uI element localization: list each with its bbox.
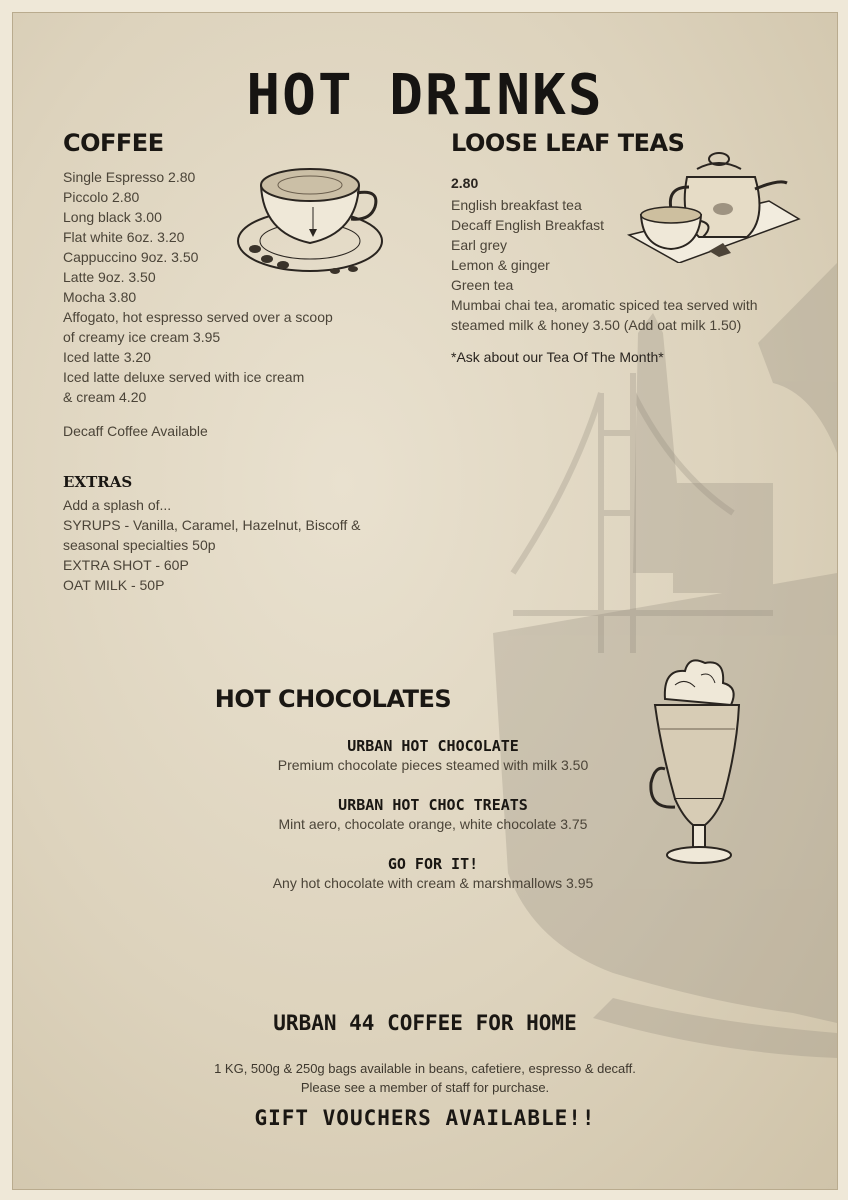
list-item: of creamy ice cream 3.95 (63, 329, 221, 345)
list-item: Single Espresso 2.80 (63, 169, 196, 185)
coffee-for-home-heading: URBAN 44 COFFEE FOR HOME (273, 1011, 577, 1035)
list-item: Mocha 3.80 (63, 289, 137, 305)
hot-chocolate-item (213, 796, 653, 832)
coffee-for-home-text (13, 1059, 837, 1097)
hot-chocolate-item (213, 737, 653, 773)
item-description: Any hot chocolate with cream & marshmallows 3.95 (272, 875, 594, 891)
decaf-note: Decaff Coffee Available (63, 423, 208, 439)
list-item: SYRUPS - Vanilla, Caramel, Hazelnut, Biscoff & (63, 517, 361, 533)
list-item: Decaff English Breakfast (451, 217, 605, 233)
list-item: seasonal specialties 50p (63, 537, 216, 553)
list-item: English breakfast tea (451, 197, 582, 213)
extras-heading: EXTRAS (63, 473, 133, 491)
list-item: Add a splash of... (63, 497, 172, 513)
page-title: HOT DRINKS (246, 63, 604, 128)
list-item: Cappuccino 9oz. 3.50 (63, 249, 199, 265)
list-item: Piccolo 2.80 (63, 189, 140, 205)
item-name: GO FOR IT! (387, 855, 479, 873)
list-item: & cream 4.20 (63, 389, 147, 405)
hot-chocolate-glass-icon (635, 649, 751, 867)
list-item: Flat white 6oz. 3.20 (63, 229, 185, 245)
home-line: Please see a member of staff for purchase. (300, 1080, 550, 1095)
hot-chocolates-heading: HOT CHOCOLATES (214, 685, 452, 713)
menu-page (12, 12, 838, 1190)
teapot-icon (619, 139, 801, 263)
coffee-heading: COFFEE (63, 129, 164, 157)
list-item: Latte 9oz. 3.50 (63, 269, 156, 285)
item-description: Mint aero, chocolate orange, white chocolate 3.75 (278, 816, 588, 832)
list-item: OAT MILK - 50P (63, 577, 165, 593)
item-name: URBAN HOT CHOCOLATE (347, 737, 519, 755)
coffee-cup-icon (235, 163, 387, 278)
home-line: 1 KG, 500g & 250g bags available in beans, cafetiere, espresso & decaff. (214, 1061, 636, 1076)
teas-price: 2.80 (451, 175, 479, 191)
list-item: Earl grey (451, 237, 508, 253)
list-item: Affogato, hot espresso served over a scoop (63, 309, 333, 325)
item-name: URBAN HOT CHOC TREATS (338, 796, 528, 814)
item-description: Premium chocolate pieces steamed with milk 3.50 (277, 757, 589, 773)
list-item: Long black 3.00 (63, 209, 162, 225)
list-item: Iced latte 3.20 (63, 349, 151, 365)
list-item: Green tea (451, 277, 514, 293)
list-item: Iced latte deluxe served with ice cream (63, 369, 305, 385)
teas-heading: LOOSE LEAF TEAS (451, 129, 685, 157)
tea-of-month-note: *Ask about our Tea Of The Month* (451, 349, 664, 365)
gift-vouchers-banner: GIFT VOUCHERS AVAILABLE!! (254, 1106, 596, 1130)
list-item: Lemon & ginger (451, 257, 550, 273)
list-item: Mumbai chai tea, aromatic spiced tea served with (451, 297, 758, 313)
list-item: EXTRA SHOT - 60P (63, 557, 189, 573)
hot-chocolate-item (213, 855, 653, 891)
extras-list (63, 495, 361, 595)
list-item: steamed milk & honey 3.50 (Add oat milk 1.50) (451, 317, 742, 333)
